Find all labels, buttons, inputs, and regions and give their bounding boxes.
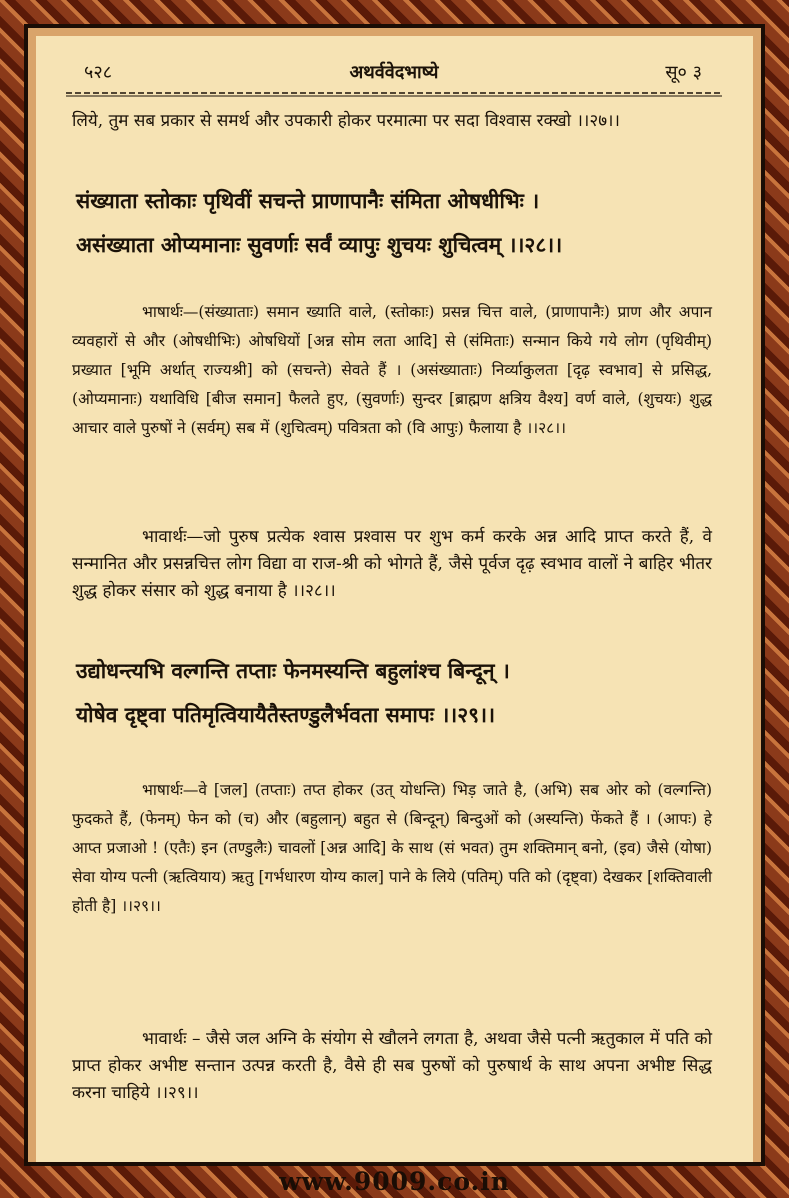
- book-page: [36, 36, 753, 1162]
- page-header: [66, 54, 722, 88]
- book-title: अथर्ववेदभाष्ये: [349, 62, 439, 83]
- bhasharth-29: भाषार्थः—वे [जल] (तप्ताः) तप्त होकर (उत् योधन्ति) भिड़ जाते है, (अभि) सब ओर को (वल्गन्ति) फुदकते हैं, (फेनम्) फेन को (च) और (बहुलान्) बहुत से (बिन्दून्) बिन्दुओं को (अस्यन्ति) फेंकते हैं । (आपः) हे आप्त प्रजाओ ! (एतैः) इन (तण्डुलैः) चावलों [अन्न आदि] के साथ (सं भवत) तुम शक्तिमान् बनो, (इव) जैसे (योषा) सेवा योग्य पत्नी (ऋत्वियाय) ऋतु [गर्भधारण योग्य काल] पाने के लिये (पतिम्) पति को (दृष्ट्वा) देखकर [शक्तिवाली होती है] ।।२९।।: [72, 781, 712, 915]
- bhavarth-29: भावार्थः – जैसे जल अग्नि के संयोग से खौलने लगता है, अथवा जैसे पत्नी ऋतुकाल में पति को प्राप्त होकर अभीष्ट सन्तान उत्पन्न करती है, वैसे ही सब पुरुषों को पुरुषार्थ के साथ अपना अभीष्ट सिद्ध करना चाहिये ।।२९।।: [72, 1029, 712, 1103]
- verse-28-line-2: असंख्याता ओप्यमानाः सुवर्णाः सर्वं व्यापुः शुचयः शुचित्वम् ।।२८।।: [76, 232, 563, 257]
- header-divider: [66, 88, 722, 98]
- bhavarth-28: भावार्थः—जो पुरुष प्रत्येक श्वास प्रश्वास पर शुभ कर्म करके अन्न आदि प्राप्त करते हैं, वे सन्मानित और प्रसन्नचित्त लोग विद्या वा राज-श्री को भोगते हैं, जैसे पूर्वज दृढ़ स्वभाव वालों ने बाहिर भीतर शुद्ध होकर संसार को शुद्ध बनाया है ।।२८।।: [72, 527, 712, 601]
- paragraph-27-end: लिये, तुम सब प्रकार से समर्थ और उपकारी होकर परमात्मा पर सदा विश्वास रक्खो ।।२७।।: [72, 111, 620, 131]
- verse-29-line-2: योषेव दृष्ट्वा पतिमृत्वियायैतैस्तण्डुलैर्भवता समापः ।।२९।।: [76, 702, 496, 727]
- sukta-number: सू० ३: [665, 62, 702, 83]
- ornamental-rule-icon: [66, 88, 722, 98]
- website-footer[interactable]: www.9009.co.in: [279, 1167, 510, 1196]
- verse-28-line-1: संख्याता स्तोकाः पृथिवीं सचन्ते प्राणापानैः संमिता ओषधीभिः ।: [76, 188, 540, 213]
- page-number: ५२८: [84, 62, 113, 83]
- bhasharth-28: भाषार्थः—(संख्याताः) समान ख्याति वाले, (स्तोकाः) प्रसन्न चित्त वाले, (प्राणापानैः) प्राण और अपान व्यवहारों से और (ओषधीभिः) ओषधियों [अन्न सोम लता आदि] से (संमिताः) सन्मान किये गये लोग (पृथिवीम्) प्रख्यात [भूमि अर्थात् राज्यश्री] को (सचन्ते) सेवते हैं । (असंख्याताः) निर्व्याकुलता [दृढ़ स्वभाव] से प्रसिद्ध, (ओप्यमानाः) यथाविधि [बीज समान] फैलते हुए, (सुवर्णाः) सुन्दर [ब्राह्मण क्षत्रिय वैश्य] वर्ण वाले, (शुचयः) शुद्ध आचार वाले पुरुषों ने (सर्वम्) सब में (शुचित्वम्) पवित्रता को (वि आपुः) फैलाया है ।।२८।।: [72, 303, 713, 437]
- verse-29-line-1: उद्योधन्त्यभि वल्गन्ति तप्ताः फेनमस्यन्ति बहुलांश्च बिन्दून् ।: [76, 658, 510, 683]
